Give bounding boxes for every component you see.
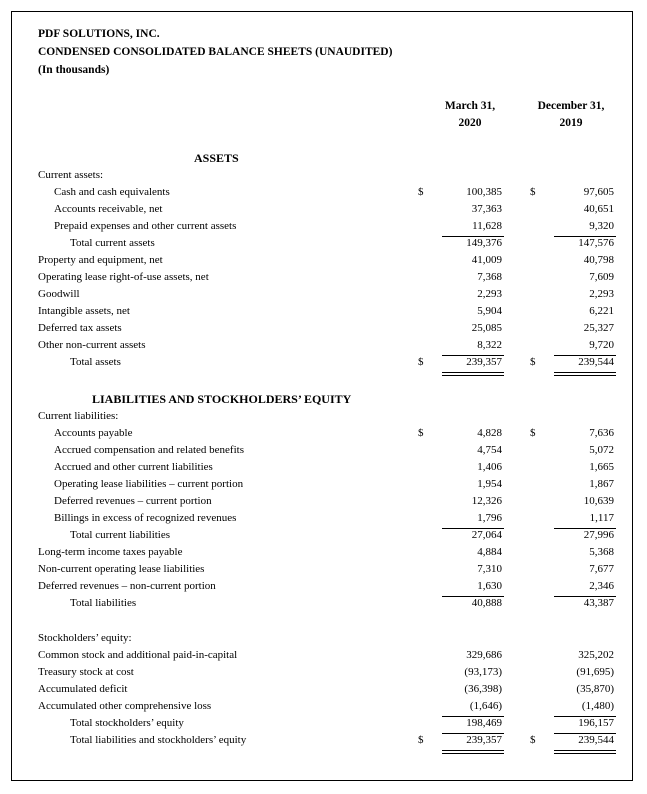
dollar-sign-current: $ (418, 734, 424, 746)
row-label: Prepaid expenses and other current assets (54, 220, 237, 232)
value-current: 41,009 (471, 254, 502, 266)
value-prior: 5,072 (589, 444, 614, 456)
total-rule (554, 733, 616, 734)
total-rule (442, 596, 504, 597)
table-row (0, 321, 647, 338)
value-prior: 147,576 (578, 237, 614, 249)
value-prior: 1,665 (589, 461, 614, 473)
column-header-current-line2: 2020 (458, 117, 482, 129)
table-row (0, 185, 647, 202)
value-current: 1,630 (477, 580, 502, 592)
value-current: 40,888 (471, 597, 502, 609)
value-prior: 10,639 (583, 495, 614, 507)
row-label: Property and equipment, net (38, 254, 163, 266)
value-current: 37,363 (471, 203, 502, 215)
table-row (0, 236, 647, 253)
row-label: Total stockholders’ equity (70, 717, 184, 729)
row-label: Cash and cash equivalents (54, 186, 170, 198)
row-label: Accounts payable (54, 427, 133, 439)
value-current: 7,310 (477, 563, 502, 575)
column-header-current-line1: March 31, (444, 100, 496, 112)
table-row (0, 443, 647, 460)
table-row (0, 168, 647, 185)
dollar-sign-prior: $ (530, 734, 536, 746)
value-current: (1,646) (469, 700, 502, 712)
row-label: Operating lease right-of-use assets, net (38, 271, 209, 283)
units-note: (In thousands) (38, 64, 110, 76)
table-row (0, 219, 647, 236)
row-label: Accrued and other current liabilities (54, 461, 213, 473)
table-row (0, 304, 647, 321)
value-prior: 40,651 (583, 203, 614, 215)
statement-title: CONDENSED CONSOLIDATED BALANCE SHEETS (UNAUDITED) (38, 46, 393, 58)
total-rule (554, 355, 616, 356)
total-rule (554, 596, 616, 597)
row-label: Accumulated other comprehensive loss (38, 700, 212, 712)
value-current: 27,064 (471, 529, 502, 541)
value-prior: 2,346 (589, 580, 614, 592)
dollar-sign-prior: $ (530, 186, 536, 198)
row-label: Billings in excess of recognized revenues (54, 512, 237, 524)
company-name: PDF SOLUTIONS, INC. (38, 28, 160, 40)
row-label: Treasury stock at cost (38, 666, 134, 678)
value-current: (93,173) (464, 666, 502, 678)
table-row (0, 426, 647, 443)
row-label: Total liabilities (70, 597, 137, 609)
value-prior: 9,320 (589, 220, 614, 232)
table-row (0, 270, 647, 287)
total-rule (554, 236, 616, 237)
table-row (0, 528, 647, 545)
table-row (0, 648, 647, 665)
double-rule (554, 750, 616, 754)
table-row (0, 355, 647, 372)
table-row (0, 494, 647, 511)
row-label: Accrued compensation and related benefits (54, 444, 244, 456)
table-row (0, 699, 647, 716)
value-current: 239,357 (466, 356, 502, 368)
value-prior: 325,202 (578, 649, 614, 661)
table-row (0, 562, 647, 579)
total-rule (442, 355, 504, 356)
value-current: 4,754 (477, 444, 502, 456)
row-label: Accumulated deficit (38, 683, 128, 695)
liabilities-section-title: LIABILITIES AND STOCKHOLDERS’ EQUITY (92, 392, 352, 406)
value-current: 5,904 (477, 305, 502, 317)
table-row (0, 338, 647, 355)
value-prior: 239,544 (578, 734, 614, 746)
value-prior: 97,605 (583, 186, 614, 198)
table-row (0, 477, 647, 494)
value-current: 239,357 (466, 734, 502, 746)
total-rule (554, 528, 616, 529)
table-row (0, 596, 647, 613)
row-label: Intangible assets, net (38, 305, 130, 317)
row-label: Deferred revenues – current portion (54, 495, 212, 507)
table-row (0, 631, 647, 648)
table-row (0, 409, 647, 426)
table-row (0, 733, 647, 750)
value-prior: 239,544 (578, 356, 614, 368)
table-row (0, 682, 647, 699)
table-row (0, 460, 647, 477)
value-prior: 5,368 (589, 546, 614, 558)
table-row (0, 665, 647, 682)
row-label: Long-term income taxes payable (38, 546, 183, 558)
assets-section-title: ASSETS (194, 151, 239, 165)
total-rule (554, 716, 616, 717)
row-label: Total assets (70, 356, 121, 368)
value-current: 8,322 (477, 339, 502, 351)
value-current: 12,326 (471, 495, 502, 507)
value-current: 25,085 (471, 322, 502, 334)
value-current: 1,796 (477, 512, 502, 524)
row-label: Current liabilities: (38, 410, 119, 422)
value-prior: 196,157 (578, 717, 614, 729)
table-row (0, 202, 647, 219)
double-rule (442, 750, 504, 754)
row-label: Non-current operating lease liabilities (38, 563, 205, 575)
row-label: Current assets: (38, 169, 104, 181)
table-row (0, 287, 647, 304)
column-header-prior (521, 98, 621, 132)
dollar-sign-current: $ (418, 356, 424, 368)
value-prior: 6,221 (589, 305, 614, 317)
table-row (0, 545, 647, 562)
value-prior: 9,720 (589, 339, 614, 351)
value-prior: (35,870) (576, 683, 614, 695)
total-rule (442, 733, 504, 734)
table-row (0, 716, 647, 733)
value-current: 1,954 (477, 478, 502, 490)
value-prior: 7,609 (589, 271, 614, 283)
row-label: Accounts receivable, net (54, 203, 163, 215)
value-prior: 27,996 (583, 529, 614, 541)
value-current: 7,368 (477, 271, 502, 283)
dollar-sign-prior: $ (530, 356, 536, 368)
value-prior: (1,480) (581, 700, 614, 712)
row-label: Operating lease liabilities – current portion (54, 478, 244, 490)
table-row (0, 511, 647, 528)
value-current: 329,686 (466, 649, 502, 661)
value-current: 1,406 (477, 461, 502, 473)
dollar-sign-current: $ (418, 186, 424, 198)
row-label: Total liabilities and stockholders’ equity (70, 734, 247, 746)
value-prior: 43,387 (583, 597, 614, 609)
value-prior: 1,117 (589, 512, 614, 524)
double-rule (442, 372, 504, 376)
column-header-prior-line2: 2019 (559, 117, 583, 129)
table-row (0, 253, 647, 270)
dollar-sign-current: $ (418, 427, 424, 439)
column-header-current (420, 98, 520, 132)
value-prior: 7,636 (589, 427, 614, 439)
value-prior: (91,695) (576, 666, 614, 678)
value-prior: 25,327 (583, 322, 614, 334)
dollar-sign-prior: $ (530, 427, 536, 439)
row-label: Total current liabilities (70, 529, 171, 541)
value-prior: 1,867 (589, 478, 614, 490)
row-label: Goodwill (38, 288, 80, 300)
value-prior: 7,677 (589, 563, 614, 575)
value-current: 198,469 (466, 717, 502, 729)
row-label: Stockholders’ equity: (38, 632, 132, 644)
row-label: Deferred tax assets (38, 322, 122, 334)
row-label: Common stock and additional paid-in-capital (38, 649, 238, 661)
table-row (0, 579, 647, 596)
row-label: Other non-current assets (38, 339, 146, 351)
value-current: 100,385 (466, 186, 502, 198)
value-current: (36,398) (464, 683, 502, 695)
double-rule (554, 372, 616, 376)
row-label: Deferred revenues – non-current portion (38, 580, 216, 592)
column-header-prior-line1: December 31, (537, 100, 605, 112)
value-current: 149,376 (466, 237, 502, 249)
total-rule (442, 236, 504, 237)
total-rule (442, 716, 504, 717)
value-current: 11,628 (472, 220, 502, 232)
value-current: 4,884 (477, 546, 502, 558)
row-label: Total current assets (70, 237, 155, 249)
value-current: 4,828 (477, 427, 502, 439)
value-current: 2,293 (477, 288, 502, 300)
total-rule (442, 528, 504, 529)
value-prior: 2,293 (589, 288, 614, 300)
value-prior: 40,798 (583, 254, 614, 266)
